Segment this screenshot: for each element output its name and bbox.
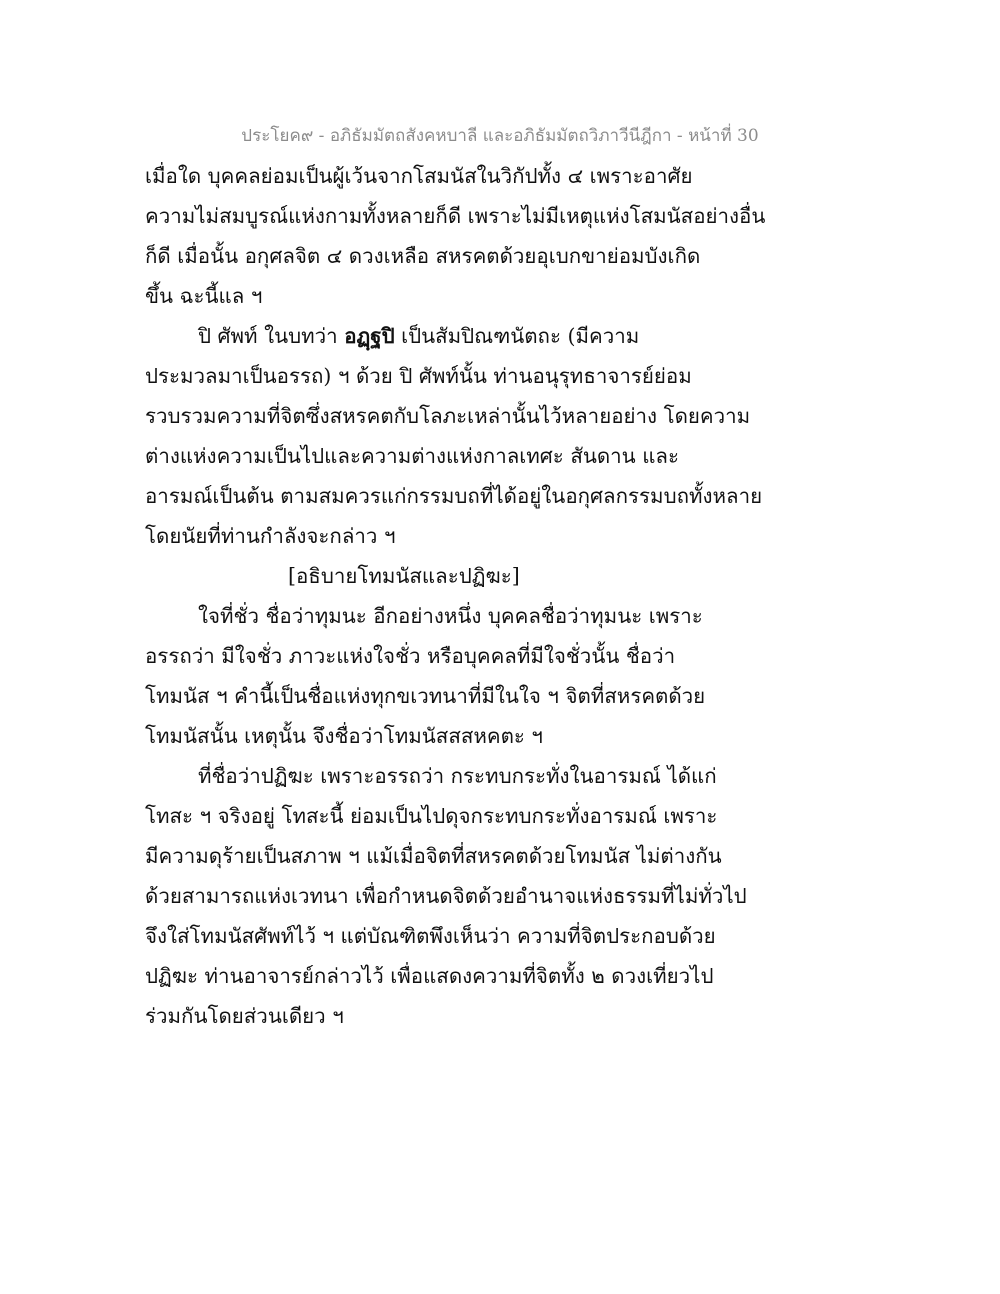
- text-line: ความไม่สมบูรณ์แห่งกามทั้งหลายก็ดี เพราะไม่มีเหตุแห่งโสมนัสอย่างอื่น: [145, 204, 766, 228]
- text-line: อรรถว่า มีใจชั่ว ภาวะแห่งใจชั่ว หรือบุคคลที่มีใจชั่วนั้น ชื่อว่า: [145, 644, 676, 668]
- text-line: ร่วมกันโดยส่วนเดียว ฯ: [145, 1004, 344, 1028]
- bold-term: อฏฺฐปิ: [344, 324, 395, 348]
- text-line: ก็ดี เมื่อนั้น อกุศลจิต ๔ ดวงเหลือ สหรคตด้วยอุเบกขาย่อมบังเกิด: [145, 244, 701, 268]
- text-line: โดยนัยที่ท่านกำลังจะกล่าว ฯ: [145, 524, 396, 548]
- text-line: จึงใส่โทมนัสศัพท์ไว้ ฯ แต่บัณฑิตพึงเห็นว่า ความที่จิตประกอบด้วย: [145, 924, 716, 948]
- text-line: โทสะ ฯ จริงอยู่ โทสะนี้ ย่อมเป็นไปดุจกระทบกระทั่งอารมณ์ เพราะ: [145, 804, 718, 828]
- text-segment: เป็นสัมปิณฑนัตถะ (มีความ: [394, 324, 640, 348]
- text-line: [145, 316, 765, 356]
- text-line: ปฏิฆะ ท่านอาจารย์กล่าวไว้ เพื่อแสดงความที่จิตทั้ง ๒ ดวงเที่ยวไป: [145, 964, 714, 988]
- text-line: โทมนัส ฯ คำนี้เป็นชื่อแห่งทุกขเวทนาที่มีในใจ ฯ จิตที่สหรคตด้วย: [145, 684, 706, 708]
- text-line: ต่างแห่งความเป็นไปและความต่างแห่งกาลเทศะ สันดาน และ: [145, 444, 679, 468]
- text-line: รวบรวมความที่จิตซึ่งสหรคตกับโลภะเหล่านั้นไว้หลายอย่าง โดยความ: [145, 404, 751, 428]
- text-line: ด้วยสามารถแห่งเวทนา เพื่อกำหนดจิตด้วยอำนาจแห่งธรรมที่ไม่ทั่วไป: [145, 884, 747, 908]
- text-line: ใจที่ชั่ว ชื่อว่าทุมนะ อีกอย่างหนึ่ง บุคคลชื่อว่าทุมนะ เพราะ: [198, 604, 703, 628]
- text-line: ที่ชื่อว่าปฏิฆะ เพราะอรรถว่า กระทบกระทั่งในอารมณ์ ได้แก่: [198, 764, 717, 788]
- text-line: มีความดุร้ายเป็นสภาพ ฯ แม้เมื่อจิตที่สหรคตด้วยโทมนัส ไม่ต่างกัน: [145, 844, 722, 868]
- page-header: ประโยค๙ - อภิธัมมัตถสังคหบาลี และอภิธัมมัตถวิภาวีนีฎีกา - หน้าที่ 30: [241, 126, 759, 146]
- section-heading: [อธิบายโทมนัสและปฏิฆะ]: [288, 564, 520, 588]
- text-line: อารมณ์เป็นต้น ตามสมควรแก่กรรมบถที่ได้อยู่ในอกุศลกรรมบถทั้งหลาย: [145, 484, 763, 508]
- text-line: โทมนัสนั้น เหตุนั้น จึงชื่อว่าโทมนัสสสหคตะ ฯ: [145, 724, 543, 748]
- text-line: ขึ้น ฉะนี้แล ฯ: [145, 284, 263, 308]
- text-line: ประมวลมาเป็นอรรถ) ฯ ด้วย ปิ ศัพท์นั้น ท่านอนุรุทธาจารย์ย่อม: [145, 364, 692, 388]
- body-text: [145, 156, 765, 1036]
- text-segment: ปิ ศัพท์ ในบทว่า: [198, 324, 345, 348]
- text-line: เมื่อใด บุคคลย่อมเป็นผู้เว้นจากโสมนัสในวิกัปทั้ง ๔ เพราะอาศัย: [145, 164, 693, 188]
